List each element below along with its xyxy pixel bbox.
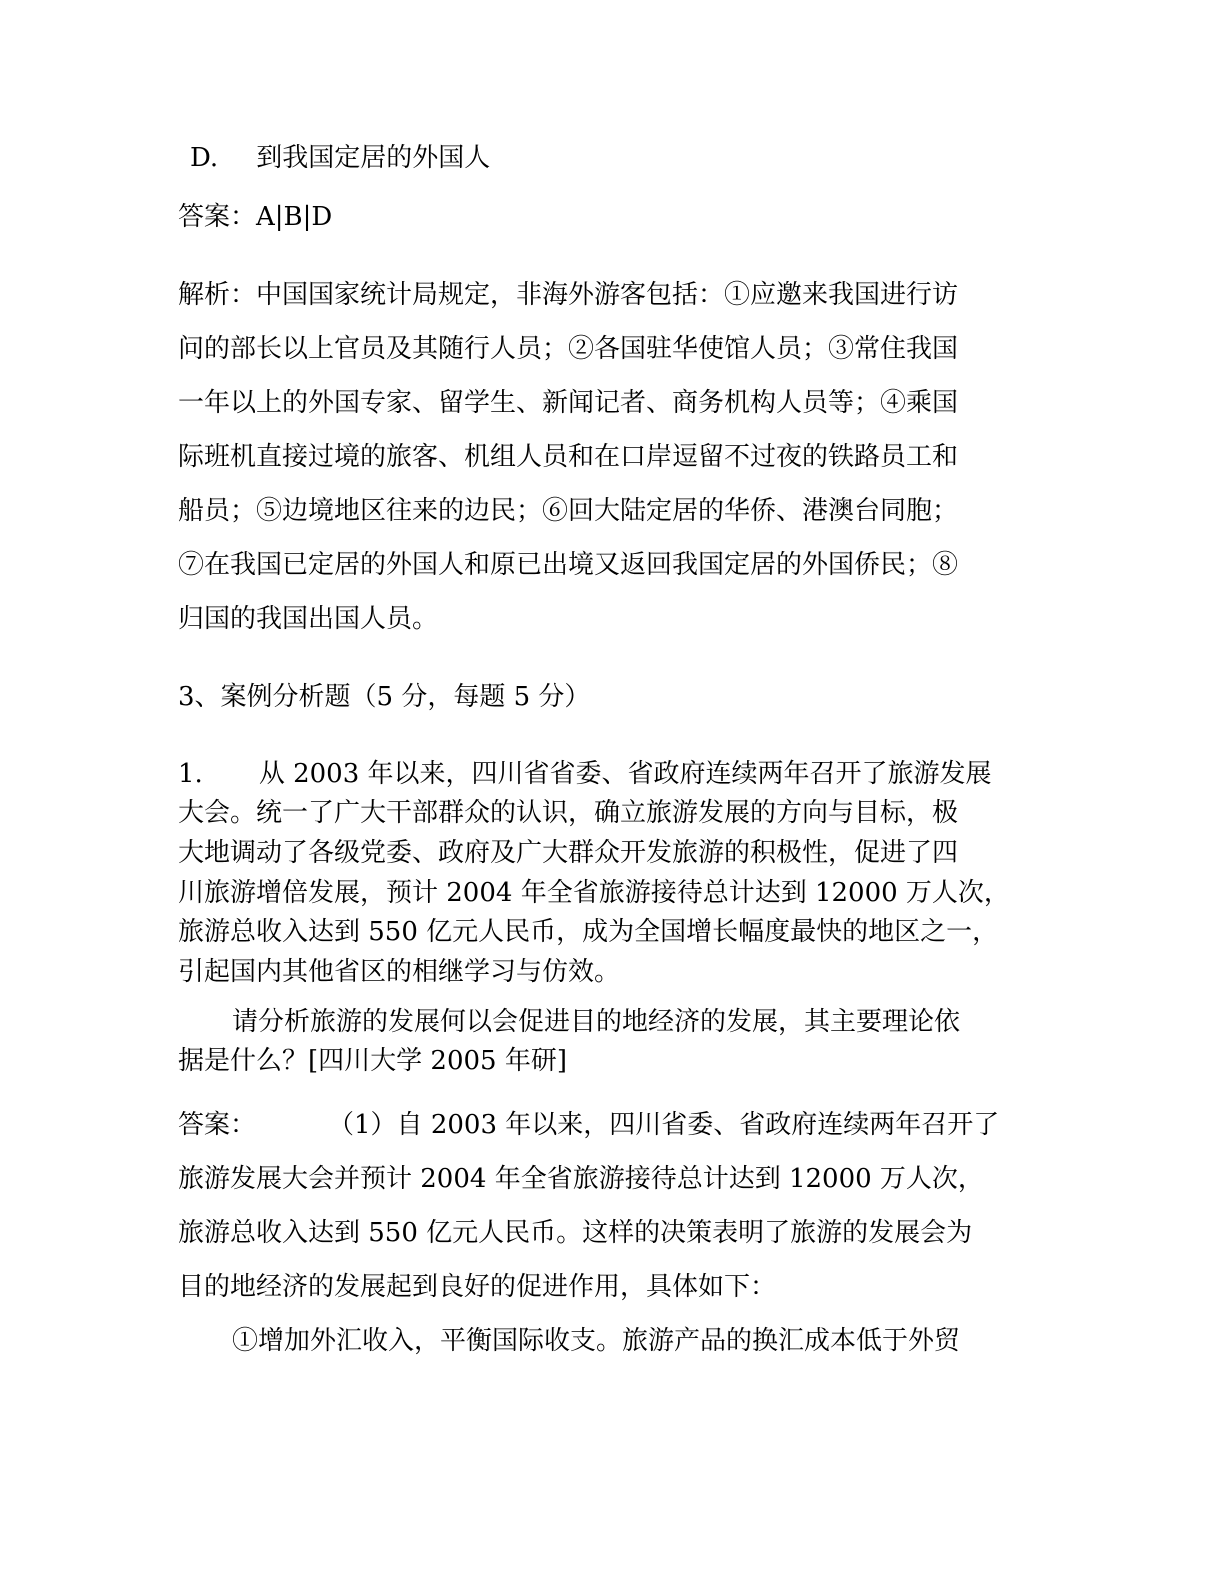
analysis-line-2: 问的部长以上官员及其随行人员；②各国驻华使馆人员；③常住我国 xyxy=(178,334,959,364)
analysis-line-6: ⑦在我国已定居的外国人和原已出境又返回我国定居的外国侨民；⑧ xyxy=(178,550,959,580)
question-line-5: 旅游总收入达到 550 亿元人民币，成为全国增长幅度最快的地区之一， xyxy=(178,917,999,947)
question-first-line xyxy=(178,758,992,790)
question-line-2: 大会。统一了广大干部群众的认识，确立旅游发展的方向与目标，极 xyxy=(178,798,959,828)
question-number: 1. xyxy=(178,759,203,789)
answer2-point-1: ①增加外汇收入，平衡国际收支。旅游产品的换汇成本低于外贸 xyxy=(232,1326,961,1356)
answer2-line-4: 目的地经济的发展起到良好的促进作用，具体如下： xyxy=(178,1272,777,1302)
answer2-first-line xyxy=(178,1109,999,1141)
analysis-line-5: 船员；⑤边境地区往来的边民；⑥回大陆定居的华侨、港澳台同胞； xyxy=(178,496,959,526)
section-heading: 3、案例分析题（5 分，每题 5 分） xyxy=(178,682,591,712)
question-line-3: 大地调动了各级党委、政府及广大群众开发旅游的积极性，促进了四 xyxy=(178,838,959,868)
question-line-4: 川旅游增倍发展，预计 2004 年全省旅游接待总计达到 12000 万人次， xyxy=(178,878,1010,908)
option-d xyxy=(190,142,490,174)
answer2-line-2: 旅游发展大会并预计 2004 年全省旅游接待总计达到 12000 万人次， xyxy=(178,1164,984,1194)
answer2-text-start: （1）自 2003 年以来，四川省委、省政府连续两年召开了 xyxy=(328,1110,1000,1140)
analysis-line-1: 解析：中国国家统计局规定，非海外游客包括：①应邀来我国进行访 xyxy=(178,280,959,310)
question-prompt-line-2: 据是什么？[四川大学 2005 年研] xyxy=(178,1046,567,1076)
answer2-line-3: 旅游总收入达到 550 亿元人民币。这样的决策表明了旅游的发展会为 xyxy=(178,1218,973,1248)
question-text-start: 从 2003 年以来，四川省省委、省政府连续两年召开了旅游发展 xyxy=(258,759,992,789)
option-d-text: 到我国定居的外国人 xyxy=(256,143,491,173)
analysis-line-3: 一年以上的外国专家、留学生、新闻记者、商务机构人员等；④乘国 xyxy=(178,388,959,418)
question-prompt-line-1: 请分析旅游的发展何以会促进目的地经济的发展，其主要理论依 xyxy=(232,1007,961,1037)
analysis-line-7: 归国的我国出国人员。 xyxy=(178,604,439,634)
answer2-label: 答案： xyxy=(178,1110,257,1140)
question-line-6: 引起国内其他省区的相继学习与仿效。 xyxy=(178,957,621,987)
option-d-letter: D. xyxy=(190,143,219,173)
answer-line: 答案：A|B|D xyxy=(178,202,333,232)
analysis-line-4: 际班机直接过境的旅客、机组人员和在口岸逗留不过夜的铁路员工和 xyxy=(178,442,959,472)
